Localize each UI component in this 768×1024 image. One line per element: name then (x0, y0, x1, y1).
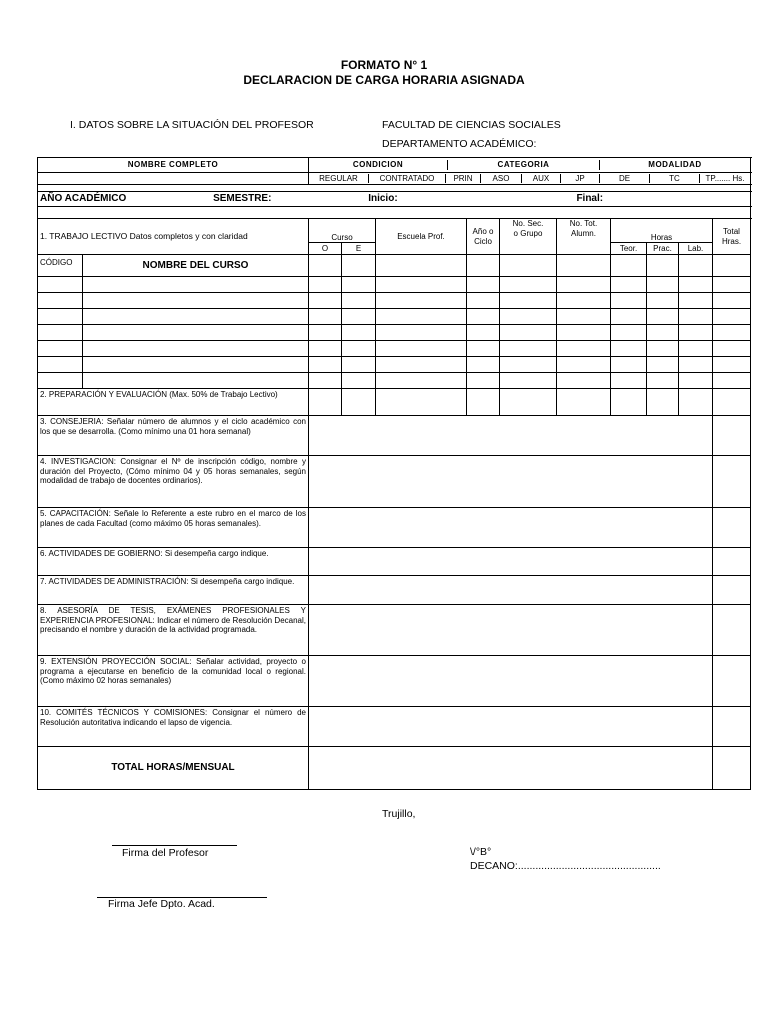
place-label: Trujillo, (382, 808, 416, 820)
section-row-2 (38, 389, 751, 416)
gobierno-label: 6. ACTIVIDADES DE GOBIERNO: Si desempeña cargo indique. (38, 548, 309, 576)
modalidad-header: MODALIDAD (648, 160, 702, 170)
trabajo-lectivo-label: 1. TRABAJO LECTIVO Datos completos y con claridad (38, 219, 309, 255)
total-hras-header: Total Hras. (713, 219, 751, 255)
de-option: DE (600, 174, 650, 184)
form-subtitle: DECLARACION DE CARGA HORARIA ASIGNADA (243, 73, 525, 87)
section-row-6 (38, 548, 751, 576)
contratado-option: CONTRATADO (369, 174, 446, 184)
section-row-8 (38, 605, 751, 656)
section-row-3 (38, 416, 751, 456)
anio-academico-label: AÑO ACADÉMICO (40, 193, 127, 205)
horas-header: Horas (611, 219, 713, 243)
no-sec-grupo-header: No. Sec. o Grupo (500, 219, 557, 255)
workload-table (37, 157, 751, 790)
regular-option: REGULAR (309, 174, 369, 184)
preparacion-label: 2. PREPARACIÓN Y EVALUACIÓN (Max. 50% de Trabajo Lectivo) (38, 389, 309, 416)
course-row (38, 293, 751, 309)
vb-label: \/°B° (470, 846, 492, 858)
aux-option: AUX (522, 174, 561, 184)
firma-profesor-line (112, 845, 237, 846)
teor-header: Teor. (611, 243, 647, 255)
section-label: I. DATOS SOBRE LA SITUACIÓN DEL PROFESOR (70, 119, 314, 131)
course-row (38, 309, 751, 325)
inicio-label: Inicio: (368, 193, 398, 205)
section-row-5 (38, 508, 751, 548)
total-row (38, 747, 751, 790)
departamento-label: DEPARTAMENTO ACADÉMICO: (382, 138, 537, 150)
curso-e-header: E (342, 243, 376, 255)
categoria-header: CATEGORIA (448, 160, 600, 170)
aso-option: ASO (481, 174, 522, 184)
administracion-label: 7. ACTIVIDADES DE ADMINISTRACIÓN: Si desempeña cargo indique. (38, 576, 309, 605)
investigacion-label: 4. INVESTIGACION: Consignar el Nº de inscripción código, nombre y duración del Proyecto, (Cómo mínimo 04 y 05 horas semanales, según modalidad de trabajo de docentes ordinarios). (38, 456, 309, 508)
asesoria-label: 8. ASESORÍA DE TESIS, EXÁMENES PROFESIONALES Y EXPERIENCIA PROFESIONAL: Indicar el número de Resolución Decanal, precisando el nombre y duración de la actividad programada. (38, 605, 309, 656)
prac-header: Prac. (647, 243, 679, 255)
form-title: FORMATO N° 1 (340, 58, 428, 72)
extension-label: 9. EXTENSIÓN PROYECCIÓN SOCIAL: Señalar actividad, proyecto o programa a ejecutarse en beneficio de la comunidad local o regional. (Como máximo 02 horas semanales) (38, 656, 309, 707)
facultad-label: FACULTAD DE CIENCIAS SOCIALES (382, 119, 561, 131)
escuela-prof-header: Escuela Prof. (376, 219, 467, 255)
prin-option: PRIN (446, 174, 481, 184)
codigo-header: CÓDIGO (38, 255, 83, 277)
no-tot-alumn-header: No. Tot. Alumn. (557, 219, 611, 255)
capacitacion-label: 5. CAPACITACIÓN: Señale lo Referente a este rubro en el marco de los planes de cada Facultad (como máximo 05 horas semanales). (38, 508, 309, 548)
total-horas-label: TOTAL HORAS/MENSUAL (38, 747, 309, 790)
firma-profesor-label: Firma del Profesor (122, 847, 209, 859)
course-row (38, 357, 751, 373)
condicion-header: CONDICION (309, 160, 448, 170)
section-row-10 (38, 707, 751, 747)
section-row-7 (38, 576, 751, 605)
course-row (38, 277, 751, 293)
section-row-9 (38, 656, 751, 707)
decano-label: DECANO:................................................. (470, 860, 661, 872)
consejeria-label: 3. CONSEJERIA: Señalar número de alumnos y el ciclo académico con los que se desarrolla. (Como mínimo una 01 hora semanal) (38, 416, 309, 456)
nombre-curso-header: NOMBRE DEL CURSO (83, 255, 309, 277)
course-row (38, 341, 751, 357)
tp-option: TP....... Hs. (705, 173, 745, 183)
course-row (38, 373, 751, 389)
course-row (38, 325, 751, 341)
lab-header: Lab. (679, 243, 713, 255)
curso-o-header: O (309, 243, 342, 255)
firma-jefe-label: Firma Jefe Dpto. Acad. (108, 898, 215, 910)
semestre-label: SEMESTRE: (213, 193, 272, 205)
nombre-completo-header: NOMBRE COMPLETO (38, 158, 309, 173)
tc-option: TC (650, 174, 700, 184)
curso-header: Curso (309, 219, 376, 243)
final-label: Final: (576, 193, 604, 205)
section-row-4 (38, 456, 751, 508)
jp-option: JP (561, 174, 600, 184)
comites-label: 10. COMITÉS TÉCNICOS Y COMISIONES: Consignar el número de Resolución autoritativa indicando el lapso de vigencia. (38, 707, 309, 747)
anio-ciclo-header: Año o Ciclo (467, 219, 500, 255)
